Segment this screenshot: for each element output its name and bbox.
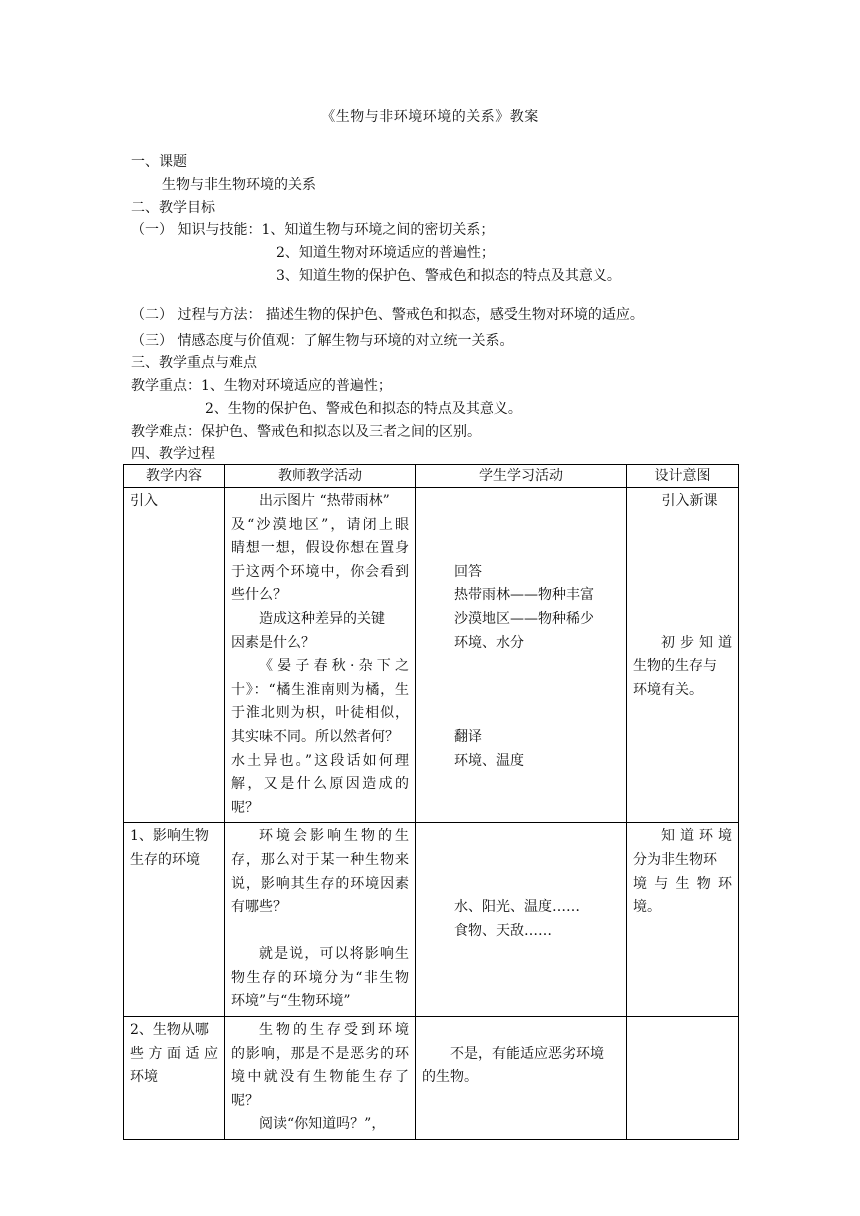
teacher-line: 生物的生存受到环境 [259, 1022, 409, 1039]
teacher-line: 说，影响其生存的环境因素 [231, 875, 409, 892]
student-cell [416, 1017, 627, 1140]
student-line: 水、阳光、温度…… [454, 899, 580, 916]
header-content: 教学内容 [124, 465, 225, 488]
student-line: 环境、水分 [454, 634, 524, 651]
intent-line: 知道环境 [661, 828, 732, 845]
student-line: 沙漠地区——物种稀少 [454, 610, 594, 627]
goal-knowledge-2: 2、知道生物对环境适应的普遍性； [276, 245, 495, 261]
intent-line: 生物的生存与 [633, 658, 717, 675]
intent-line: 境与生物环 [633, 875, 732, 892]
teacher-line: 造成这种差异的关键 [259, 610, 385, 627]
content-cell [124, 823, 225, 1017]
teacher-line: 及“沙漠地区”，请闭上眼 [231, 516, 409, 533]
teacher-line: 有哪些？ [231, 899, 287, 916]
teacher-line: 出示图片 “热带雨林” [259, 493, 390, 509]
content-cell [124, 1017, 225, 1140]
section-heading-focus: 三、教学重点与难点 [131, 355, 257, 371]
goal-attitude: （三） 情感态度与价值观：了解生物与环境的对立统一关系。 [131, 333, 514, 349]
section-heading-topic: 一、课题 [131, 154, 187, 170]
student-line: 翻译 [454, 728, 482, 745]
teacher-cell [225, 1017, 416, 1140]
teacher-line: 就是说，可以将影响生 [259, 946, 409, 963]
header-teacher: 教师教学活动 [225, 465, 416, 488]
content-line: 些方面适应 [130, 1045, 218, 1062]
student-cell [416, 488, 627, 823]
student-line: 的生物。 [422, 1069, 478, 1086]
teacher-line: 物生存的环境分为“非生物 [231, 969, 409, 986]
teacher-line: 其实味不同。所以然者何？ [231, 728, 399, 745]
section-heading-goals: 二、教学目标 [131, 200, 215, 216]
teacher-line: 解，又是什么原因造成的 [231, 776, 409, 793]
intent-line: 引入新课 [661, 493, 718, 509]
teaching-process-table [123, 464, 739, 1140]
intent-cell [627, 1017, 739, 1140]
focus-key-2: 2、生物的保护色、警戒色和拟态的特点及其意义。 [205, 401, 522, 417]
intent-cell [627, 823, 739, 1017]
table-row [124, 1017, 739, 1140]
student-line: 食物、天敌…… [454, 922, 552, 939]
teacher-line: 呢？ [231, 1092, 259, 1109]
teacher-line: 睛想一想，假设你想在置身 [231, 540, 409, 557]
teacher-cell [225, 823, 416, 1017]
student-line: 回答 [454, 563, 482, 580]
intent-line: 环境有关。 [633, 681, 703, 698]
section-heading-process: 四、教学过程 [131, 446, 215, 462]
student-line: 环境、温度 [454, 752, 524, 769]
document-title: 《生物与非环境环境的关系》教案 [321, 109, 539, 125]
teacher-line: 存，那么对于某一种生物来 [231, 851, 409, 868]
teacher-line: 环境会影响生物的生 [259, 828, 409, 845]
table-header-row [124, 465, 739, 488]
teacher-line: 因素是什么？ [231, 634, 315, 651]
student-cell [416, 823, 627, 1017]
goal-knowledge: （一） 知识与技能：1、知道生物与环境之间的密切关系； [131, 222, 495, 238]
focus-key-1: 教学重点：1、生物对环境适应的普遍性； [131, 378, 392, 394]
teacher-line: 十》：“橘生淮南则为橘，生 [231, 681, 409, 698]
student-line: 热带雨林——物种丰富 [454, 587, 594, 604]
teacher-line: 阅读“你知道吗？”， [259, 1116, 386, 1133]
teacher-cell [225, 488, 416, 823]
intent-line: 分为非生物环 [633, 851, 717, 868]
intent-line: 初步知道 [661, 634, 732, 651]
student-line: 不是，有能适应恶劣环境 [450, 1045, 604, 1062]
content-line: 引入 [130, 493, 158, 509]
teacher-line: 《晏子春秋·杂下之 [259, 658, 409, 675]
teacher-line: 于这两个环境中，你会看到 [231, 563, 409, 580]
content-line: 环境 [130, 1069, 158, 1086]
teacher-line: 境中就没有生物能生存了 [231, 1069, 409, 1086]
teacher-line: 环境”与“生物环境” [231, 993, 351, 1010]
focus-difficulty: 教学难点：保护色、警戒色和拟态以及三者之间的区别。 [131, 424, 481, 440]
teacher-line: 呢？ [231, 799, 259, 816]
content-line: 生存的环境 [130, 851, 200, 868]
table-row [124, 823, 739, 1017]
intent-cell [627, 488, 739, 823]
teacher-line: 些什么？ [231, 587, 287, 604]
topic-text: 生物与非生物环境的关系 [162, 177, 316, 193]
teacher-line: 的影响，那是不是恶劣的环 [231, 1045, 409, 1062]
table-row [124, 488, 739, 823]
goal-knowledge-3: 3、知道生物的保护色、警戒色和拟态的特点及其意义。 [276, 268, 621, 284]
content-cell [124, 488, 225, 823]
content-line: 1、影响生物 [130, 828, 209, 845]
teacher-line: 水土异也。”这段话如何理 [231, 752, 409, 769]
teacher-line: 于淮北则为枳，叶徒相似， [231, 705, 409, 722]
header-intent: 设计意图 [627, 465, 739, 488]
content-line: 2、生物从哪 [130, 1022, 209, 1039]
goal-process: （二） 过程与方法： 描述生物的保护色、警戒色和拟态，感受生物对环境的适应。 [131, 307, 644, 323]
intent-line: 境。 [633, 899, 661, 916]
header-student: 学生学习活动 [416, 465, 627, 488]
